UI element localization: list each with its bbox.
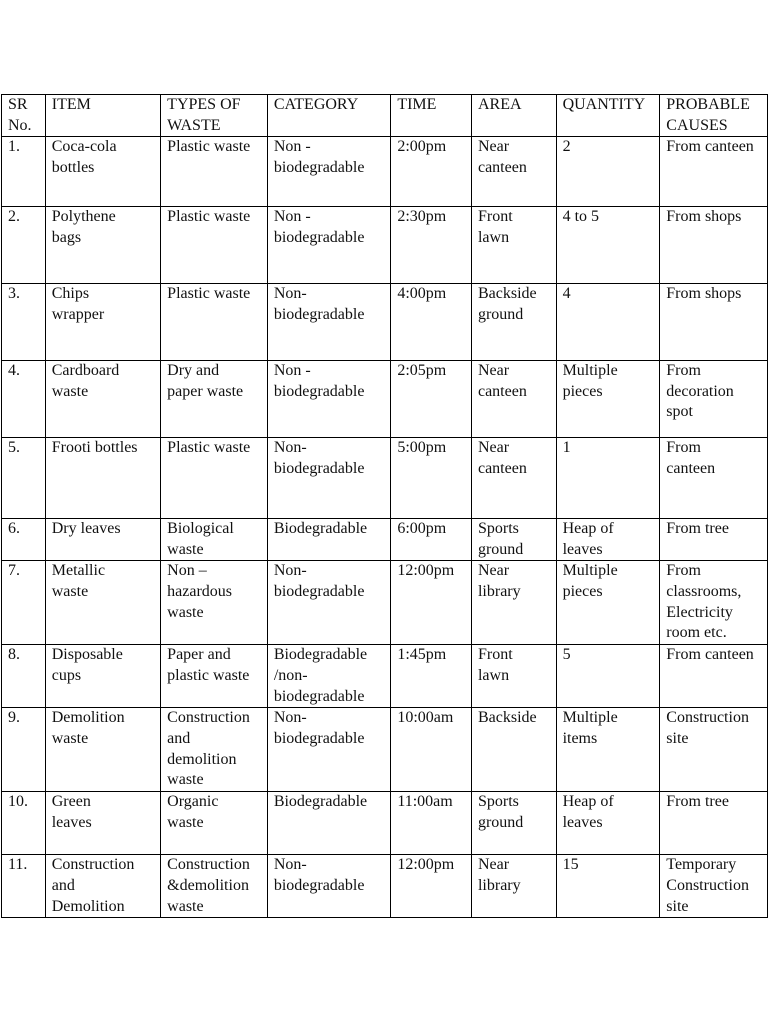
cell-area: Sports ground xyxy=(471,792,556,855)
cell-sr-no: 7. xyxy=(2,561,46,645)
cell-quantity: 1 xyxy=(556,438,660,519)
cell-probable-causes: From canteen xyxy=(660,438,768,519)
cell-types-of-waste: Paper and plastic waste xyxy=(161,645,268,708)
table-body xyxy=(2,137,768,918)
header-sr-no: SR No. xyxy=(2,95,46,137)
header-time: TIME xyxy=(391,95,472,137)
cell-probable-causes: From tree xyxy=(660,792,768,855)
cell-time: 12:00pm xyxy=(391,855,472,918)
header-probable-causes: PROBABLE CAUSES xyxy=(660,95,768,137)
table-row xyxy=(2,708,768,792)
cell-probable-causes: From shops xyxy=(660,284,768,361)
cell-category: Non - biodegradable xyxy=(267,361,391,438)
table-header xyxy=(2,95,768,137)
header-item: ITEM xyxy=(45,95,160,137)
cell-types-of-waste: Plastic waste xyxy=(161,137,268,207)
table-row xyxy=(2,137,768,207)
cell-types-of-waste: Dry and paper waste xyxy=(161,361,268,438)
cell-sr-no: 11. xyxy=(2,855,46,918)
cell-category: Biodegradable xyxy=(267,792,391,855)
cell-item: Chips wrapper xyxy=(45,284,160,361)
cell-sr-no: 9. xyxy=(2,708,46,792)
cell-types-of-waste: Plastic waste xyxy=(161,438,268,519)
cell-time: 6:00pm xyxy=(391,519,472,561)
cell-quantity: 4 xyxy=(556,284,660,361)
cell-item: Construction and Demolition xyxy=(45,855,160,918)
cell-quantity: 4 to 5 xyxy=(556,207,660,284)
table-row xyxy=(2,361,768,438)
cell-area: Backside xyxy=(471,708,556,792)
cell-time: 10:00am xyxy=(391,708,472,792)
cell-types-of-waste: Non – hazardous waste xyxy=(161,561,268,645)
cell-time: 2:30pm xyxy=(391,207,472,284)
cell-item: Coca-cola bottles xyxy=(45,137,160,207)
cell-sr-no: 8. xyxy=(2,645,46,708)
cell-probable-causes: From shops xyxy=(660,207,768,284)
cell-quantity: Heap of leaves xyxy=(556,792,660,855)
cell-time: 12:00pm xyxy=(391,561,472,645)
cell-time: 2:05pm xyxy=(391,361,472,438)
table-row xyxy=(2,519,768,561)
cell-sr-no: 10. xyxy=(2,792,46,855)
cell-category: Biodegradable xyxy=(267,519,391,561)
table-row xyxy=(2,855,768,918)
header-types-of-waste: TYPES OF WASTE xyxy=(161,95,268,137)
waste-survey-table xyxy=(1,94,768,918)
table-row xyxy=(2,438,768,519)
cell-types-of-waste: Construction and demolition waste xyxy=(161,708,268,792)
cell-item: Polythene bags xyxy=(45,207,160,284)
cell-time: 11:00am xyxy=(391,792,472,855)
cell-probable-causes: From classrooms, Electricity room etc. xyxy=(660,561,768,645)
cell-types-of-waste: Organic waste xyxy=(161,792,268,855)
cell-quantity: Multiple items xyxy=(556,708,660,792)
cell-sr-no: 4. xyxy=(2,361,46,438)
cell-area: Near canteen xyxy=(471,438,556,519)
cell-sr-no: 6. xyxy=(2,519,46,561)
cell-item: Cardboard waste xyxy=(45,361,160,438)
header-category: CATEGORY xyxy=(267,95,391,137)
cell-category: Non- biodegradable xyxy=(267,561,391,645)
cell-area: Near canteen xyxy=(471,361,556,438)
table-row xyxy=(2,284,768,361)
table-row xyxy=(2,645,768,708)
cell-types-of-waste: Plastic waste xyxy=(161,207,268,284)
cell-area: Front lawn xyxy=(471,645,556,708)
cell-time: 5:00pm xyxy=(391,438,472,519)
cell-time: 2:00pm xyxy=(391,137,472,207)
cell-quantity: Heap of leaves xyxy=(556,519,660,561)
cell-item: Metallic waste xyxy=(45,561,160,645)
cell-probable-causes: From canteen xyxy=(660,645,768,708)
cell-category: Non- biodegradable xyxy=(267,438,391,519)
header-area: AREA xyxy=(471,95,556,137)
cell-item: Disposable cups xyxy=(45,645,160,708)
cell-area: Near library xyxy=(471,855,556,918)
cell-item: Dry leaves xyxy=(45,519,160,561)
cell-category: Non- biodegradable xyxy=(267,284,391,361)
cell-quantity: 5 xyxy=(556,645,660,708)
cell-probable-causes: Temporary Construction site xyxy=(660,855,768,918)
cell-types-of-waste: Plastic waste xyxy=(161,284,268,361)
cell-probable-causes: From decoration spot xyxy=(660,361,768,438)
cell-category: Non - biodegradable xyxy=(267,137,391,207)
cell-quantity: Multiple pieces xyxy=(556,561,660,645)
cell-sr-no: 3. xyxy=(2,284,46,361)
cell-item: Frooti bottles xyxy=(45,438,160,519)
cell-sr-no: 5. xyxy=(2,438,46,519)
cell-category: Non- biodegradable xyxy=(267,708,391,792)
cell-types-of-waste: Construction &demolition waste xyxy=(161,855,268,918)
cell-time: 4:00pm xyxy=(391,284,472,361)
cell-area: Near canteen xyxy=(471,137,556,207)
cell-area: Backside ground xyxy=(471,284,556,361)
cell-category: Biodegradable /non- biodegradable xyxy=(267,645,391,708)
table-row xyxy=(2,792,768,855)
header-row xyxy=(2,95,768,137)
cell-probable-causes: From tree xyxy=(660,519,768,561)
cell-area: Near library xyxy=(471,561,556,645)
cell-quantity: 15 xyxy=(556,855,660,918)
cell-probable-causes: Construction site xyxy=(660,708,768,792)
cell-area: Front lawn xyxy=(471,207,556,284)
cell-category: Non - biodegradable xyxy=(267,207,391,284)
cell-time: 1:45pm xyxy=(391,645,472,708)
cell-sr-no: 1. xyxy=(2,137,46,207)
header-quantity: QUANTITY xyxy=(556,95,660,137)
cell-sr-no: 2. xyxy=(2,207,46,284)
cell-quantity: 2 xyxy=(556,137,660,207)
table-row xyxy=(2,561,768,645)
cell-quantity: Multiple pieces xyxy=(556,361,660,438)
cell-types-of-waste: Biological waste xyxy=(161,519,268,561)
cell-item: Demolition waste xyxy=(45,708,160,792)
cell-probable-causes: From canteen xyxy=(660,137,768,207)
cell-area: Sports ground xyxy=(471,519,556,561)
table-row xyxy=(2,207,768,284)
cell-item: Green leaves xyxy=(45,792,160,855)
cell-category: Non- biodegradable xyxy=(267,855,391,918)
